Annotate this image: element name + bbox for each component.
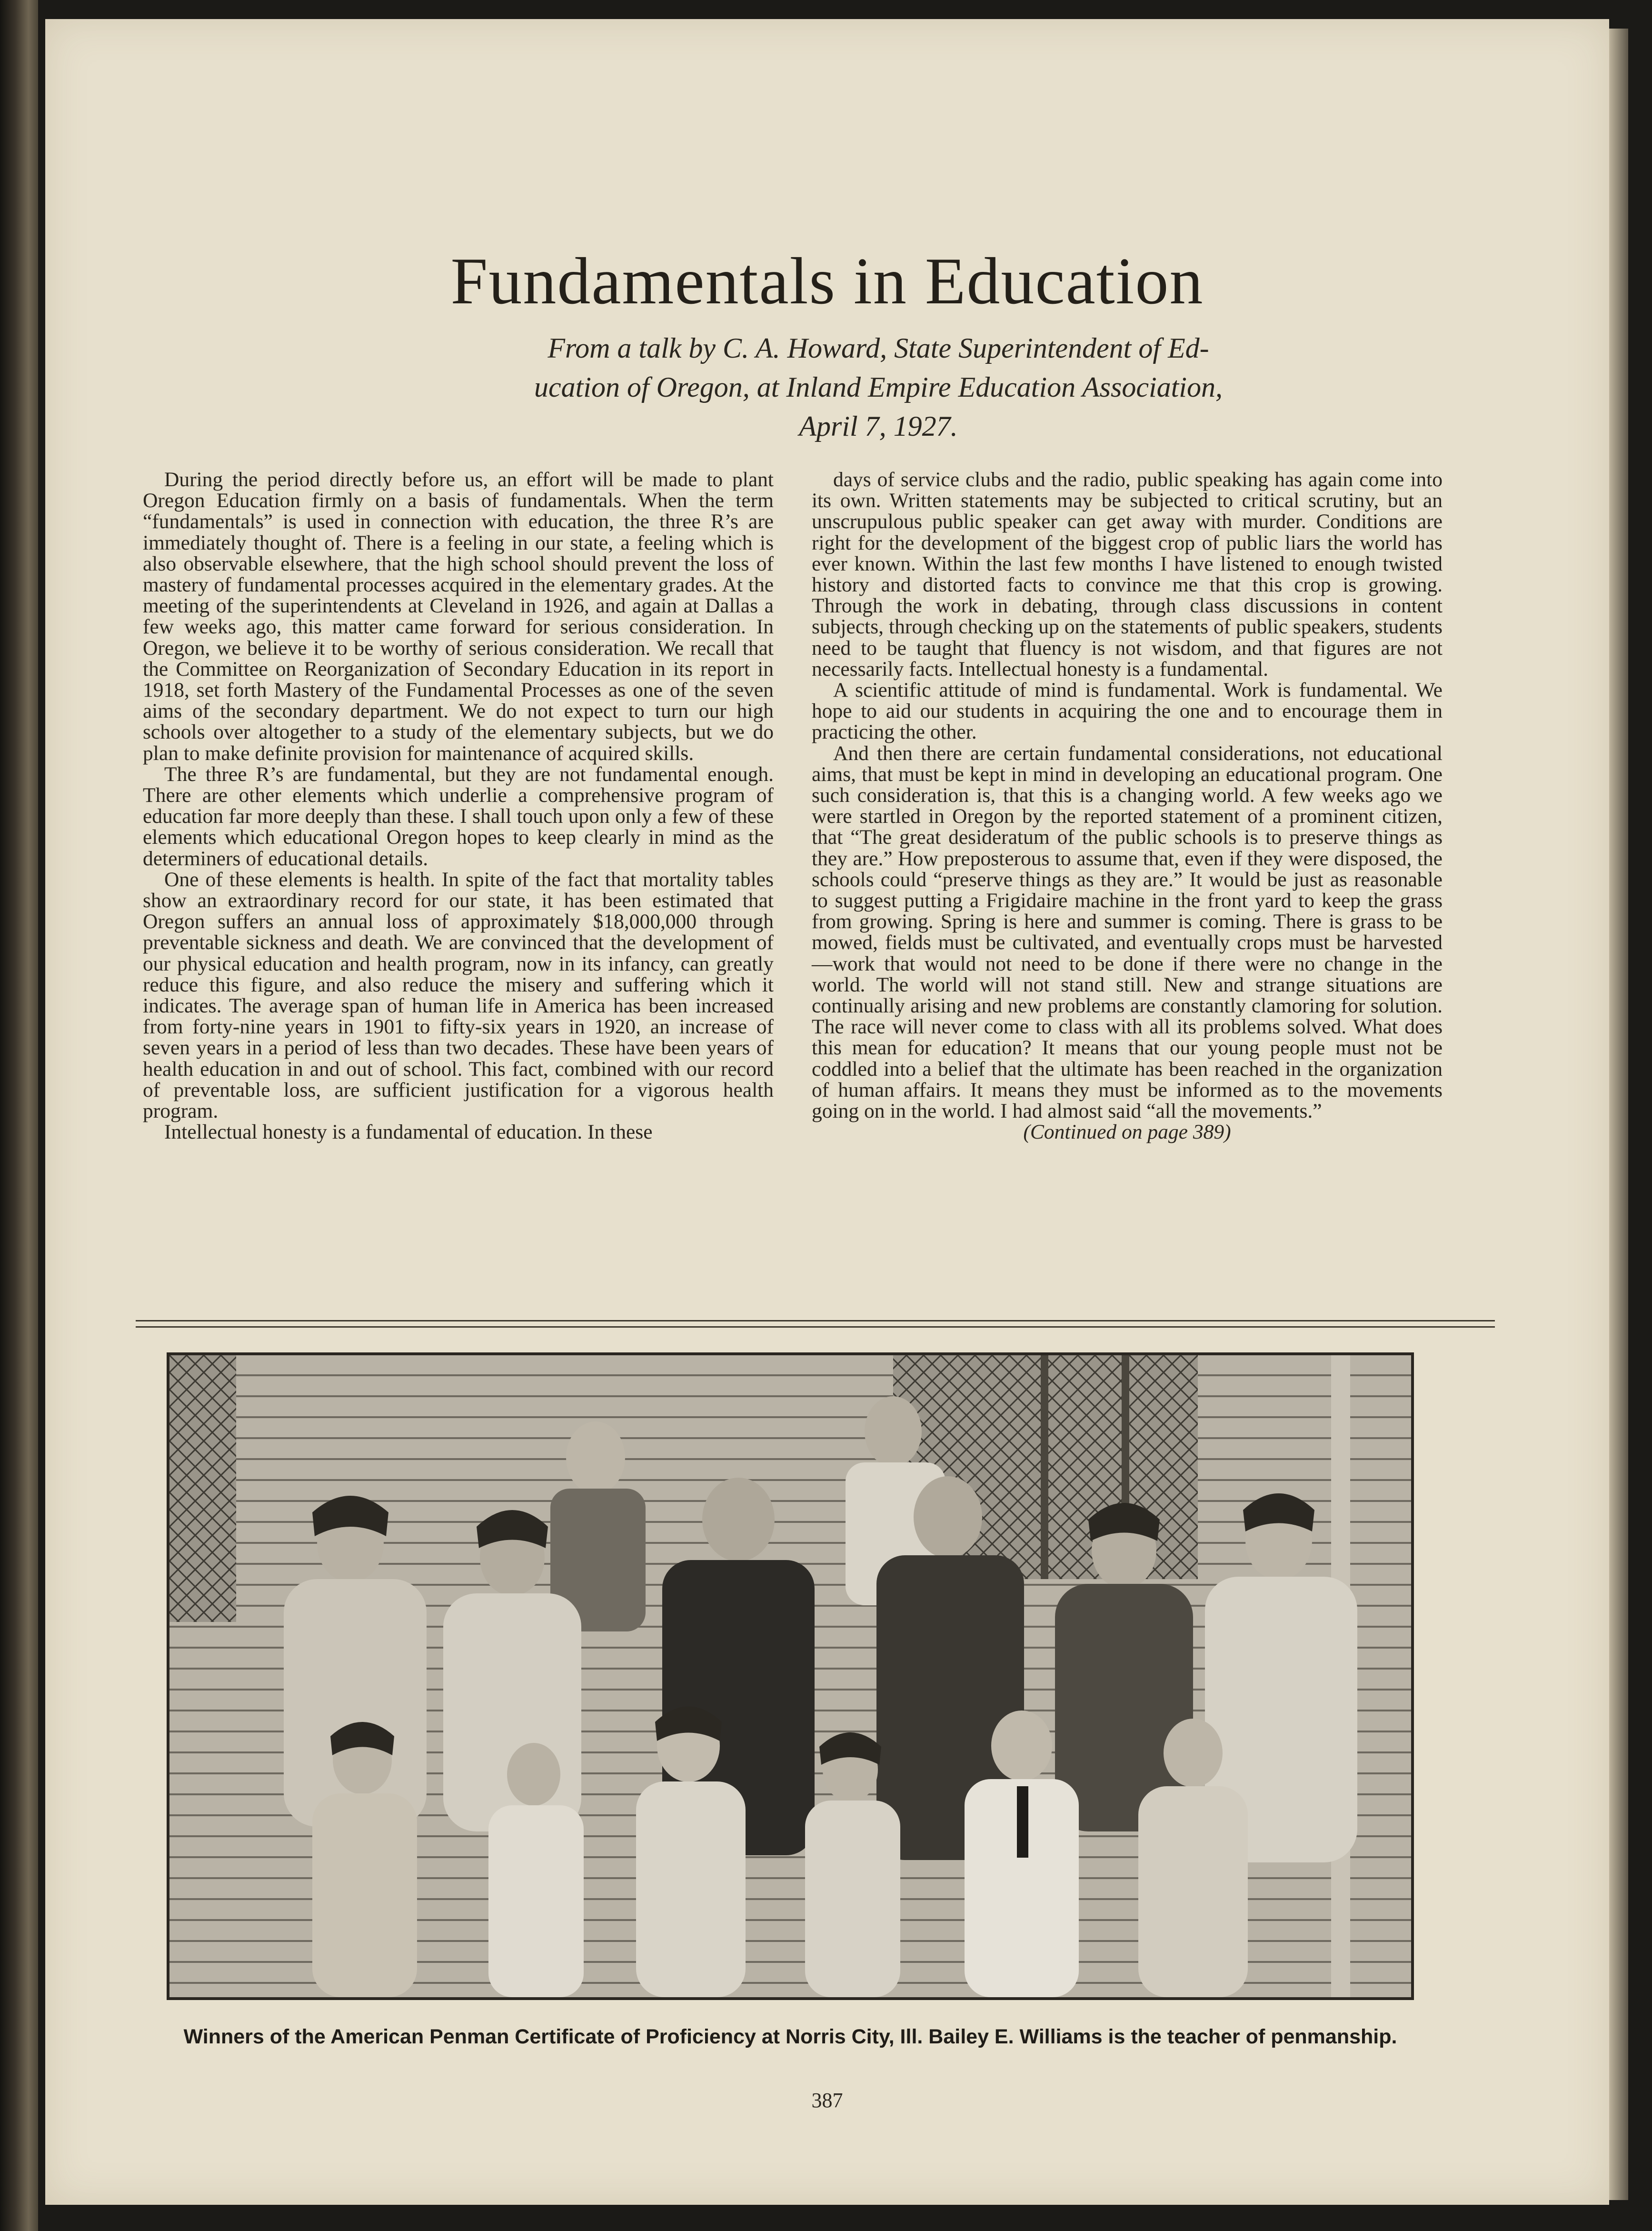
byline-line: ucation of Oregon, at Inland Empire Education Association, [534,371,1223,403]
paragraph: And then there are certain fundamental considerations, not educational aims, that must be kept in mind in developing an educational program. One such consideration is, that this is a changing world. A few weeks ago we were startled in Oregon by the reported statement of a prominent citizen, that “The great desideratum of the public schools is to preserve things as they are.” How preposterous to assume that, even if they were disposed, the schools could “preserve things as they are.” It would be just as reasonable to suggest putting a Frigidaire machine in the front yard to keep the grass from growing. Spring is here and summer is coming. There is grass to be mowed, fields must be cultivated, and eventually crops must be harvested—work that would not need to be done if there were no change in the world. The world will not stand still. New and strange situations are continually arising and new problems are constantly clamoring for solution. The race will never come to class with all its problems solved. What does this mean for education? It means that our young people must not be coddled into a belief that the ultimate has been reached in the organization of human affairs. It means they must be informed as to the movements going on in the world. I had almost said “all the movements.” [812,741,1443,1123]
right-text-column [812,469,1443,1143]
page-edge [1609,29,1628,2200]
divider-rule [136,1326,1495,1328]
book-spine [0,0,38,2231]
photo-illustration [169,1355,1411,1997]
article-title: Fundamentals in Education [450,244,1204,318]
left-text-column [143,469,774,1143]
byline-line: From a talk by C. A. Howard, State Superintendent of Ed- [547,332,1209,364]
paragraph: The three R’s are fundamental, but they are not fundamental enough. There are other elements which underlie a comprehensive program of education far more deeply than these. I shall touch upon only a few of these elements which educational Oregon hopes to keep clearly in mind as the determiners of educational details. [143,762,774,870]
magazine-page [45,19,1609,2205]
paragraph: One of these elements is health. In spite of the fact that mortality tables show an extraordinary record for our state, it has been estimated that Oregon suffers an annual loss of approximately $18,000,000 through preventable sickness and death. We are convinced that the development of our physical education and health program, now in its infancy, can greatly reduce this figure, and also reduce the misery and suffering which it indicates. The average span of human life in America has been increased from forty-nine years in 1901 to fifty-six years in 1920, an increase of seven years in a period of less than two decades. These have been years of health education in and out of school. This fact, combined with our record of preventable loss, are sufficient justification for a vigorous health program. [143,868,774,1123]
paragraph: During the period directly before us, an effort will be made to plant Oregon Education firmly on a basis of fundamentals. When the term “fundamentals” is used in connection with education, the three R’s are immediately thought of. There is a feeling in our state, a feeling which is also observable elsewhere, that the high school should prevent the loss of mastery of fundamental processes acquired in the elementary grades. At the meeting of the superintendents at Cleveland in 1926, and again at Dallas a few weeks ago, this matter came forward for serious consideration. In Oregon, we believe it to be worthy of serious consideration. We recall that the Committee on Reorganization of Secondary Education in its report in 1918, set forth Mastery of the Fundamental Processes as one of the seven aims of the secondary department. We do not expect to turn our high schools over altogether to a study of the elementary subjects, but we do plan to make definite provision for maintenance of acquired skills. [143,468,774,765]
paragraph: A scientific attitude of mind is fundamental. Work is fundamental. We hope to aid our students in acquiring the one and to encourage them in practicing the other. [812,679,1443,744]
group-photograph [167,1352,1414,2000]
paragraph: Intellectual honesty is a fundamental of education. In these [164,1121,653,1144]
photo-caption: Winners of the American Penman Certificate of Proficiency at Norris City, Ill. Bailey E. Williams is the teacher of penmanship. [183,2025,1397,2048]
byline-line: April 7, 1927. [799,410,958,442]
article-byline [455,329,1302,446]
continued-note: (Continued on page 389) [1023,1121,1231,1144]
page-number: 387 [811,2089,843,2112]
paragraph: days of service clubs and the radio, public speaking has again come into its own. Written statements may be subjected to critical scrutiny, but an unscrupulous public speaker can get away with murder. Conditions are right for the development of the biggest crop of public liars the world has ever known. Within the last few months I have listened to enough twisted history and distorted facts to convince me that this crop is growing. Through the work in debating, through class discussions in content subjects, through checking up on the statements of public speakers, students need to be taught that fluency is not wisdom, and that figures are not necessarily facts. Intellectual honesty is a fundamental. [812,468,1443,680]
divider-rule [136,1320,1495,1321]
